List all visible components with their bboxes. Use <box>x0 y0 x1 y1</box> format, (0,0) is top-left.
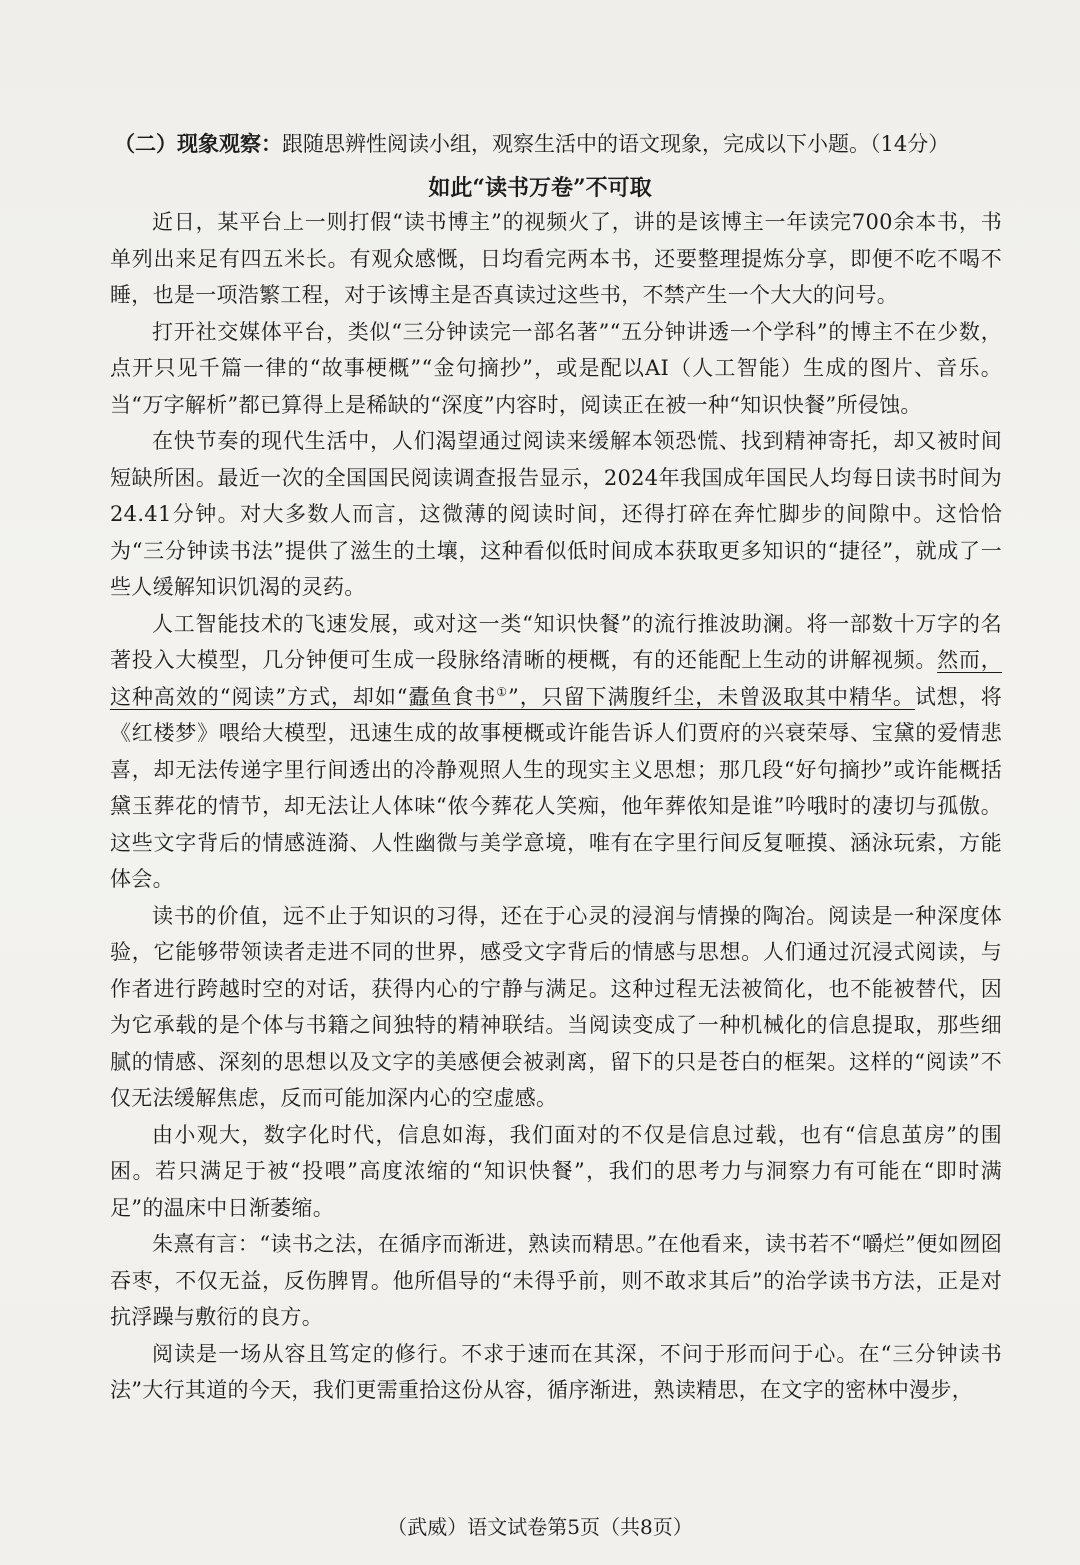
watermark-icon <box>300 1548 700 1565</box>
paragraph-4-rest: 试想，将《红楼梦》喂给大模型，迅速生成的故事梗概或许能告诉人们贾府的兴衰荣辱、宝黛的爱情悲喜，却无法传递字里行间透出的冷静观照人生的现实主义思想；那几段“好句摘抄”或许能概括黛玉葬花的情节，却无法让人体味“侬今葬花人笑痴，他年葬侬知是谁”吟哦时的凄切与孤傲。这些文字背后的情感涟漪、人性幽微与美学意境，唯有在字里行间反复咂摸、涵泳玩索，方能体会。 <box>110 684 1003 891</box>
section-heading-text: 跟随思辨性阅读小组，观察生活中的语文现象，完成以下小题。（14分） <box>282 132 950 156</box>
article-title: 如此“读书万卷”不可取 <box>428 175 652 201</box>
paragraph-4 <box>110 606 1002 898</box>
paragraph-7: 朱熹有言：“读书之法，在循序而渐进，熟读而精思。”在他看来，读书若不“嚼烂”便如囫囵吞枣，不仅无益，反伤脾胃。他所倡导的“未得乎前，则不敢求其后”的治学读书方法，正是对抗浮躁与敷衍的良方。 <box>110 1232 1002 1329</box>
underlined-sentence-part2: ”，只留下满腹纤尘，未曾汲取其中精华。 <box>508 684 915 709</box>
paragraph-3: 在快节奏的现代生活中，人们渴望通过阅读来缓解本领恐慌、找到精神寄托，却又被时间短缺所困。最近一次的全国国民阅读调查报告显示，2024年我国成年国民人均每日读书时间为24.41分钟。对大多数人而言，这微薄的阅读时间，还得打碎在奔忙脚步的间隙中。这恰恰为“三分钟读书法”提供了滋生的土壤，这种看似低时间成本获取更多知识的“捷径”，就成了一些人缓解知识饥渴的灵药。 <box>110 429 1002 599</box>
paragraph-5: 读书的价值，远不止于知识的习得，还在于心灵的浸润与情操的陶冶。阅读是一种深度体验，它能够带领读者走进不同的世界，感受文字背后的情感与思想。人们通过沉浸式阅读，与作者进行跨越时空的对话，获得内心的宁静与满足。这种过程无法被简化，也不能被替代，因为它承载的是个体与书籍之间独特的精神联结。当阅读变成了一种机械化的信息提取，那些细腻的情感、深刻的思想以及文字的美感便会被剥离，留下的只是苍白的框架。这样的“阅读”不仅无法缓解焦虑，反而可能加深内心的空虚感。 <box>110 903 1002 1110</box>
paragraph-1: 近日，某平台上一则打假“读书博主”的视频火了，讲的是该博主一年读完700余本书，书单列出来足有四五米长。有观众感慨，日均看完两本书，还要整理提炼分享，即便不吃不喝不睡，也是一项浩繁工程，对于该博主是否真读过这些书，不禁产生一个大大的问号。 <box>110 210 1002 307</box>
underlined-sentence-part1: 然而，这种高效的“阅读”方式，却如“蠹鱼食书 <box>110 648 1002 709</box>
section-heading <box>114 128 1014 160</box>
paragraph-2: 打开社交媒体平台，类似“三分钟读完一部名著”“五分钟讲透一个学科”的博主不在少数，点开只见千篇一律的“故事梗概”“金句摘抄”，或是配以AI（人工智能）生成的图片、音乐。当“万字解析”都已算得上是稀缺的“深度”内容时，阅读正在被一种“知识快餐”所侵蚀。 <box>110 319 1002 417</box>
section-heading-label: （二）现象观察： <box>114 131 282 156</box>
article-body <box>110 204 1002 1409</box>
paragraph-4-intro: 人工智能技术的飞速发展，或对这一类“知识快餐”的流行推波助澜。将一部数十万字的名著投入大模型，几分钟便可生成一段脉络清晰的梗概，有的还能配上生动的讲解视频。 <box>110 611 1002 672</box>
footnote-marker: ① <box>496 684 509 699</box>
page-footer: （武威）语文试卷第5页（共8页） <box>387 1515 693 1539</box>
paragraph-8: 阅读是一场从容且笃定的修行。不求于速而在其深，不问于形而问于心。在“三分钟读书法”大行其道的今天，我们更需重拾这份从容，循序渐进，熟读精思，在文字的密林中漫步， <box>110 1341 1002 1402</box>
paragraph-6: 由小观大，数字化时代，信息如海，我们面对的不仅是信息过载，也有“信息茧房”的围困。若只满足于被“投喂”高度浓缩的“知识快餐”，我们的思考力与洞察力有可能在“即时满足”的温床中日渐萎缩。 <box>110 1122 1002 1220</box>
